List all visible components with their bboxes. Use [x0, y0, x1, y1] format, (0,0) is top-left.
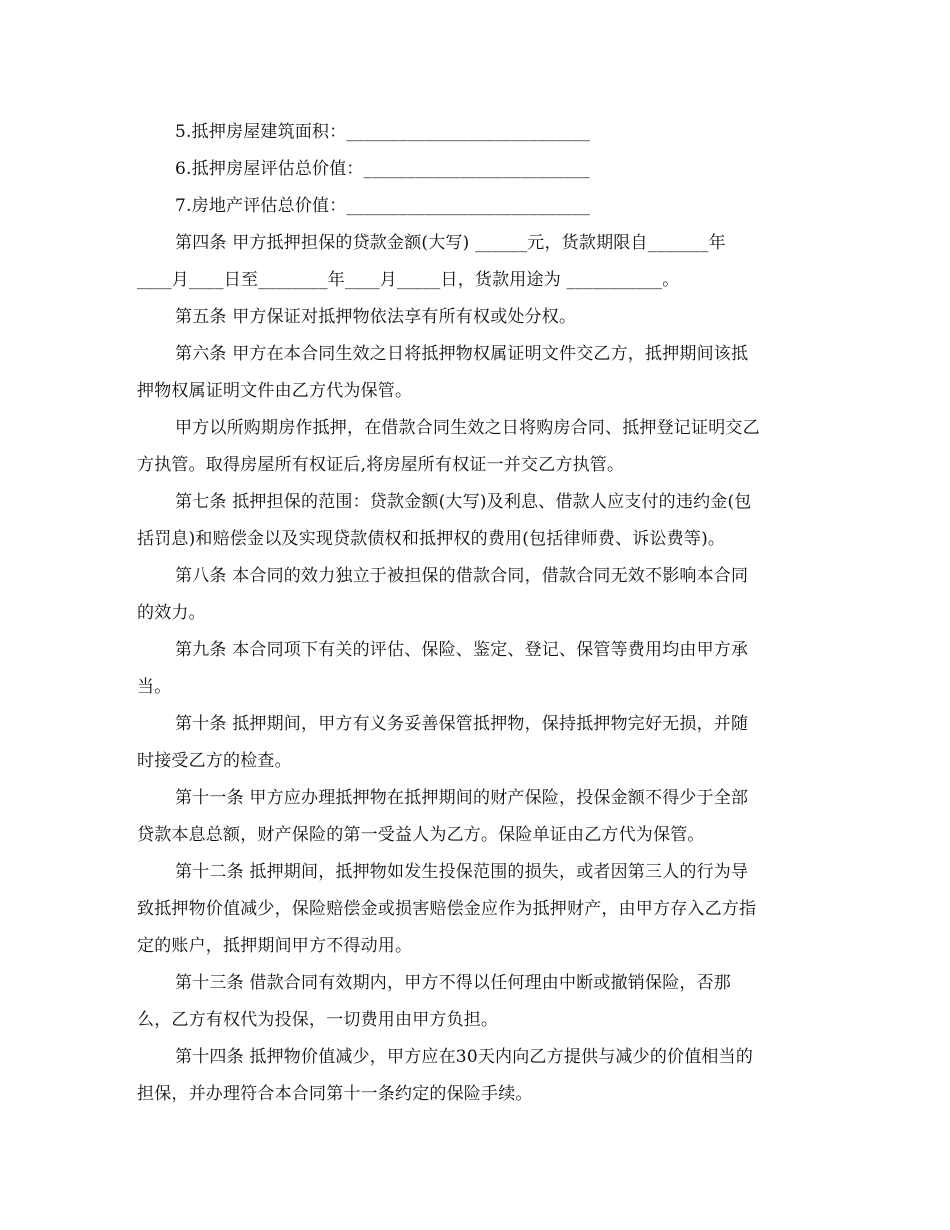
clause-item-5: 5.抵押房屋建筑面积：____________________________	[175, 122, 591, 142]
article-6-line-1: 第六条 甲方在本合同生效之日将抵押物权属证明文件交乙方，抵押期间该抵	[175, 344, 749, 364]
article-12-line-3: 定的账户，抵押期间甲方不得动用。	[137, 936, 413, 956]
article-14-line-1: 第十四条 抵押物价值减少，甲方应在30天内向乙方提供与减少的价值相当的	[175, 1047, 754, 1067]
article-8-line-2: 的效力。	[137, 603, 206, 623]
clause-item-6: 6.抵押房屋评估总价值：__________________________	[175, 159, 590, 179]
article-11-line-2: 贷款本息总额，财产保险的第一受益人为乙方。保险单证由乙方代为保管。	[137, 825, 705, 845]
article-5: 第五条 甲方保证对抵押物依法享有所有权或处分权。	[175, 307, 577, 327]
article-12-line-2: 致抵押物价值减少，保险赔偿金或损害赔偿金应作为抵押财产，由甲方存入乙方指	[137, 899, 757, 919]
article-9-line-2: 当。	[137, 677, 172, 697]
paragraph-futures-property-line-1: 甲方以所购期房作抵押，在借款合同生效之日将购房合同、抵押登记证明交乙	[175, 418, 760, 438]
article-7-line-1: 第七条 抵押担保的范围：贷款金额(大写)及利息、借款人应支付的违约金(包	[175, 492, 752, 512]
article-12-line-1: 第十二条 抵押期间，抵押物如发生投保范围的损失，或者因第三人的行为导	[175, 862, 749, 882]
article-13-line-1: 第十三条 借款合同有效期内，甲方不得以任何理由中断或撤销保险，否那	[175, 973, 732, 993]
article-10-line-1: 第十条 抵押期间，甲方有义务妥善保管抵押物，保持抵押物完好无损，并随	[175, 714, 749, 734]
article-9-line-1: 第九条 本合同项下有关的评估、保险、鉴定、登记、保管等费用均由甲方承	[175, 640, 749, 660]
article-6-line-2: 押物权属证明文件由乙方代为保管。	[137, 381, 413, 401]
article-4-line-2: ____月____日至________年____月_____日，货款用途为 ___________。	[137, 270, 680, 290]
paragraph-futures-property-line-2: 方执管。取得房屋所有权证后,将房屋所有权证一并交乙方执管。	[137, 455, 625, 475]
article-14-line-2: 担保，并办理符合本合同第十一条约定的保险手续。	[137, 1084, 533, 1104]
document-body	[137, 114, 817, 1113]
clause-item-7: 7.房地产评估总价值：____________________________	[175, 196, 591, 216]
article-8-line-1: 第八条 本合同的效力独立于被担保的借款合同，借款合同无效不影响本合同	[175, 566, 749, 586]
article-7-line-2: 括罚息)和赔偿金以及实现贷款债权和抵押权的费用(包括律师费、诉讼费等)。	[137, 529, 726, 549]
article-11-line-1: 第十一条 甲方应办理抵押物在抵押期间的财产保险，投保金额不得少于全部	[175, 788, 749, 808]
article-13-line-2: 么，乙方有权代为投保，一切费用由甲方负担。	[137, 1010, 499, 1030]
article-10-line-2: 时接受乙方的检查。	[137, 751, 292, 771]
article-4-line-1: 第四条 甲方抵押担保的贷款金额(大写) ______元，货款期限自_______年	[175, 233, 726, 253]
